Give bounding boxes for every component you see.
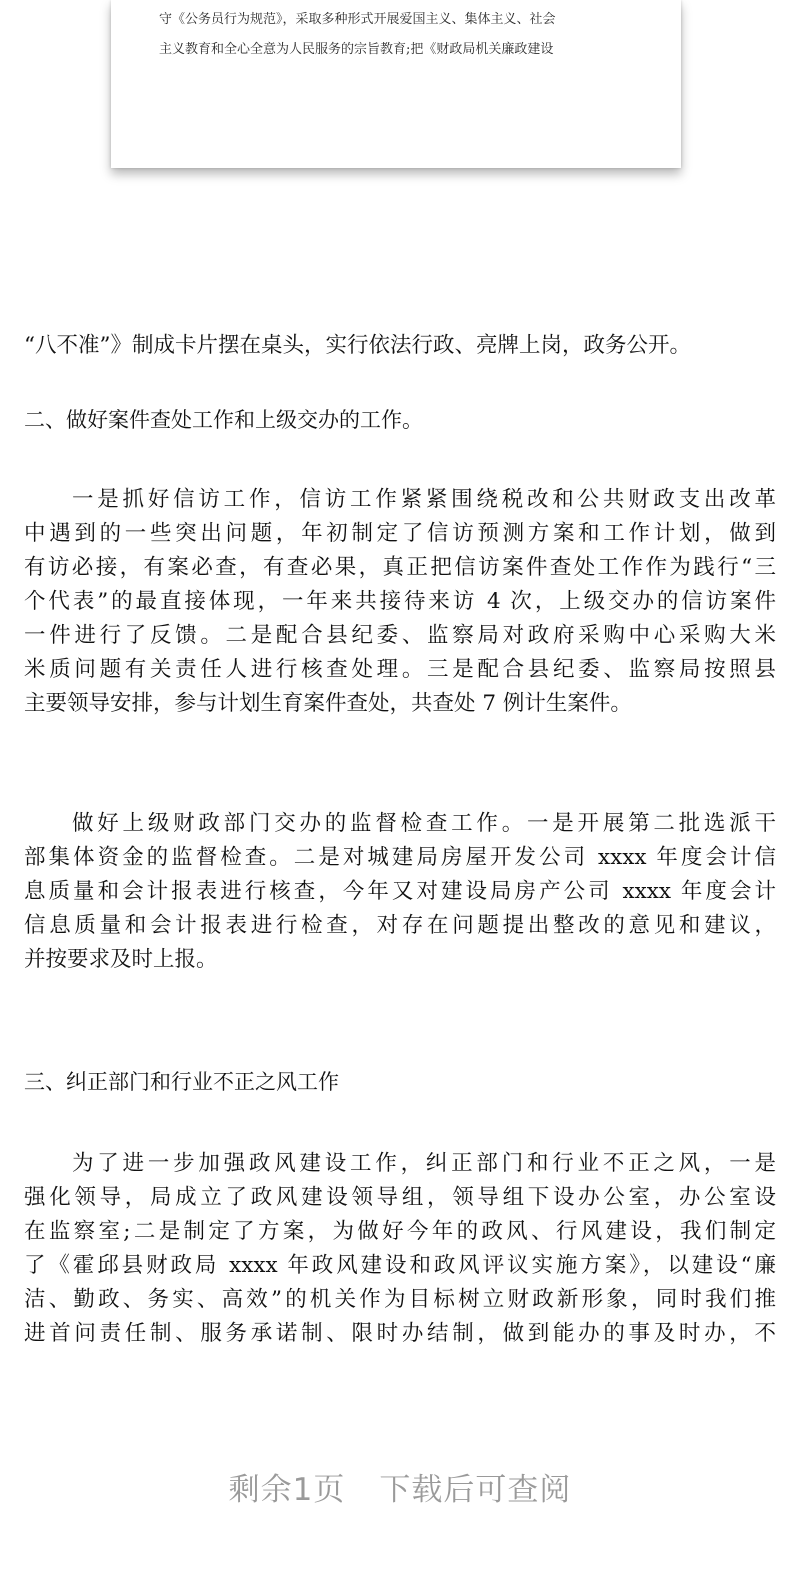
text-line: 中遇到的一些突出问题，年初制定了信访预测方案和工作计划，做到 <box>24 521 776 546</box>
preview-line: 主义教育和全心全意为人民服务的宗旨教育;把《财政局机关廉政建设 <box>159 42 554 57</box>
remaining-pages-label: 剩余1页 <box>228 1472 346 1508</box>
section-heading-2: 二、做好案件查处工作和上级交办的工作。 <box>24 408 423 432</box>
text-line: 了《霍邱县财政局 xxxx 年政风建设和政风评议实施方案》，以建设“廉 <box>24 1253 776 1278</box>
text-line: “八不准”》制成卡片摆在桌头，实行依法行政、亮牌上岗，政务公开。 <box>24 333 691 358</box>
intro-paragraph <box>24 330 776 364</box>
text-line: 进首问责任制、服务承诺制、限时办结制，做到能办的事及时办，不 <box>24 1321 776 1346</box>
text-line: 个代表”的最直接体现，一年来共接待来访 4 次，上级交办的信访案件 <box>24 589 776 614</box>
download-hint-label[interactable]: 下载后可查阅 <box>379 1472 572 1508</box>
text-line: 并按要求及时上报。 <box>24 947 218 972</box>
download-prompt[interactable] <box>0 1470 800 1510</box>
text-line: 强化领导，局成立了政风建设领导组，领导组下设办公室，办公室设 <box>24 1185 776 1210</box>
text-line: 主要领导安排，参与计划生育案件查处，共查处 7 例计生案件。 <box>24 691 632 716</box>
section2-paragraph-2 <box>24 808 776 978</box>
text-line: 有访必接，有案必查，有查必果，真正把信访案件查处工作作为践行“三 <box>24 555 776 580</box>
section3-paragraph-1 <box>24 1148 776 1352</box>
text-line: 信息质量和会计报表进行检查，对存在问题提出整改的意见和建议， <box>24 913 776 938</box>
text-line: 洁、勤政、务实、高效”的机关作为目标树立财政新形象，同时我们推 <box>24 1287 776 1312</box>
text-line: 部集体资金的监督检查。二是对城建局房屋开发公司 xxxx 年度会计信 <box>24 845 776 870</box>
text-line: 米质问题有关责任人进行核查处理。三是配合县纪委、监察局按照县 <box>24 657 776 682</box>
text-line: 做好上级财政部门交办的监督检查工作。一是开展第二批选派干 <box>72 811 776 836</box>
text-line: 一是抓好信访工作，信访工作紧紧围绕税改和公共财政支出改革 <box>72 487 776 512</box>
text-line: 一件进行了反馈。二是配合县纪委、监察局对政府采购中心采购大米 <box>24 623 776 648</box>
section-heading-3: 三、纠正部门和行业不正之风工作 <box>24 1070 339 1094</box>
preview-page-card <box>111 0 681 168</box>
text-line: 在监察室;二是制定了方案，为做好今年的政风、行风建设，我们制定 <box>24 1219 776 1244</box>
section2-paragraph-1 <box>24 484 776 722</box>
preview-line: 守《公务员行为规范》，采取多种形式开展爱国主义、集体主义、社会 <box>159 12 556 27</box>
text-line: 为了进一步加强政风建设工作，纠正部门和行业不正之风，一是 <box>72 1151 776 1176</box>
text-line: 息质量和会计报表进行核查，今年又对建设局房产公司 xxxx 年度会计 <box>24 879 776 904</box>
